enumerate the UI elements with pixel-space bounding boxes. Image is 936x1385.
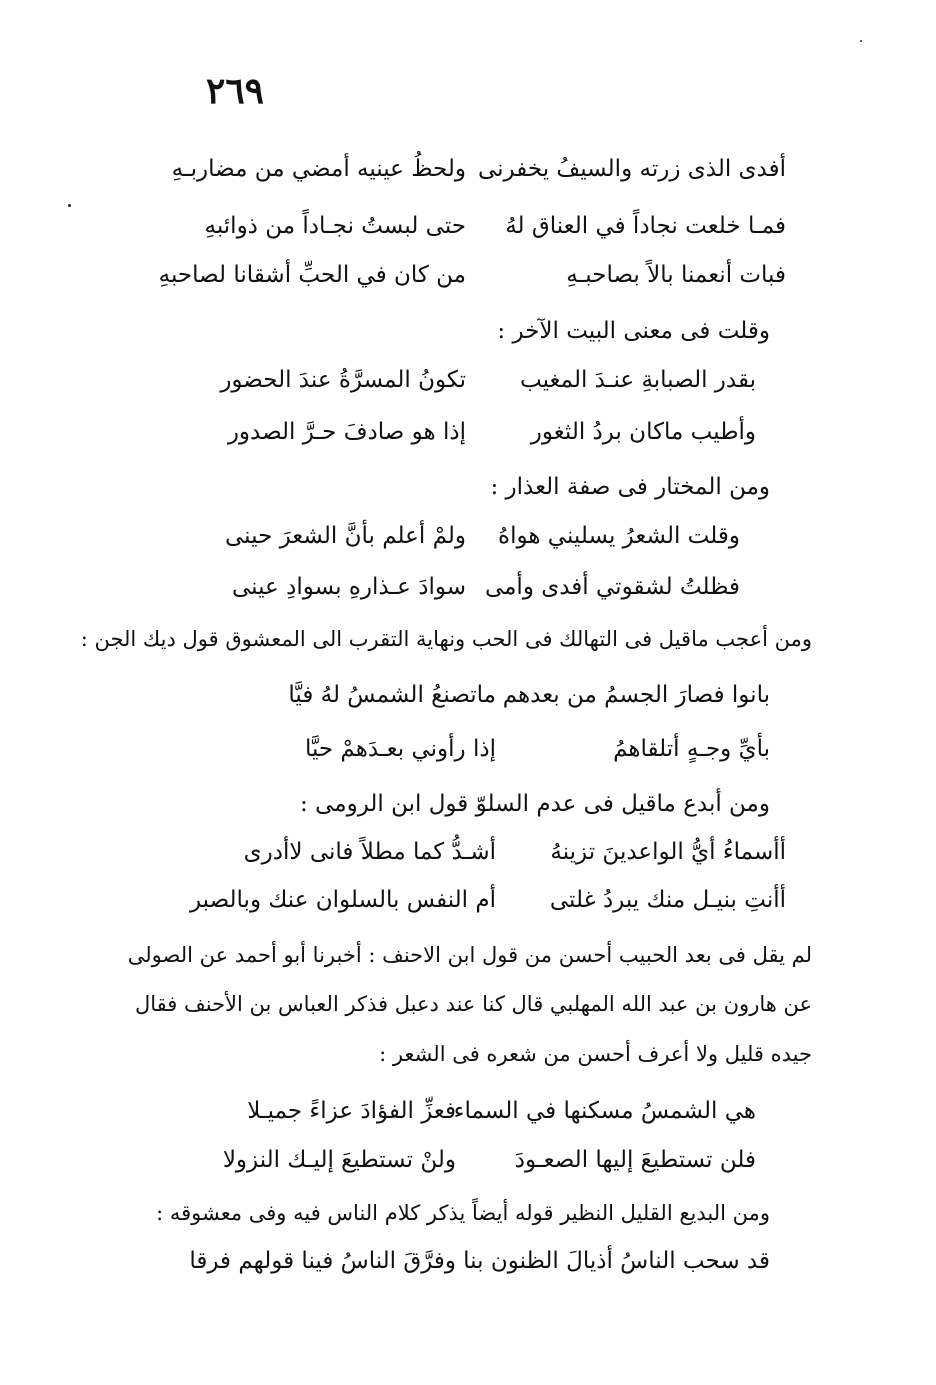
verse-right: فظلتُ لشقوتي أفدى وأمى [484,574,740,600]
prose-line: عن هارون بن عبد الله المهلبي قال كنا عند دعبل فذكر العباس بن الأحنف فقال [135,992,812,1016]
verse-right: أأسماءُ أيُّ الواعدينَ تزينهُ [550,839,786,865]
verse-right: قد سحب الناسُ أذيالَ الظنون بنا [463,1248,770,1274]
section-intro: وقلت فى معنى البيت الآخر : [497,318,770,344]
verse-left: وفرَّقَ الناسُ فينا قولهم فرقا [189,1248,456,1274]
verse-right: وأطيب ماكان بردُ الثغور [530,419,756,445]
page-number: ٢٦٩ [206,70,265,112]
verse-right: فلن تستطيعَ إليها الصعـودَ [514,1147,756,1173]
section-intro: ومن أبدع ماقيل فى عدم السلوّ قول ابن الرومى : [300,791,770,817]
prose-line: لم يقل فى بعد الحبيب أحسن من قول ابن الاحنف : أخبرنا أبو أحمد عن الصولى [127,943,812,967]
verse-right: بأيِّ وجـهٍ أتلقاهمُ [613,736,770,762]
verse-left: من كان في الحبِّ أشقانا لصاحبهِ [158,262,466,288]
verse-left: حتى لبستُ نجـاداً من ذوائبهِ [204,213,466,239]
verse-right: بانوا فصارَ الجسمُ من بعدهم [502,682,770,708]
prose-line: جيده قليل ولا أعرف أحسن من شعره فى الشعر : [379,1042,812,1066]
verse-right: أفدى الذى زرته والسيفُ يخفرنى [477,156,786,182]
section-intro: ومن المختار فى صفة العذار : [490,474,770,500]
verse-left: ولحظُ عينيه أمضي من مضاربـهِ [171,156,466,182]
verse-right: بقدر الصبابةِ عنـدَ المغيب [520,367,756,393]
section-intro: ومن البديع القليل النظير قوله أيضاً يذكر كلام الناس فيه وفى معشوقه : [156,1201,770,1225]
section-intro: ومن أعجب ماقيل فى التهالك فى الحب ونهاية التقرب الى المعشوق قول ديك الجن : [80,627,812,651]
verse-right: أأنتِ بنيـل منك يبردُ غلتى [549,887,786,913]
verse-left: ماتصنعُ الشمسُ لهُ فيَّا [288,682,496,708]
verse-left: سوادَ عـذارهِ بسوادِ عينى [231,574,466,600]
verse-left: إذا رأوني بعـدَهمْ حيَّا [304,736,496,762]
verse-left: ولنْ تستطيعَ إليـك النزولا [222,1147,456,1173]
verse-left: أم النفس بالسلوان عنك وبالصبر [189,887,496,913]
verse-left: تكونُ المسرَّةُ عندَ الحضور [220,367,466,393]
speck [860,40,862,42]
verse-left: فعزِّ الفؤادَ عزاءً جميـلا [247,1098,456,1124]
verse-left: أشـدُّ كما مطلاً فانى لاأدرى [243,839,496,865]
verse-right: هي الشمسُ مسكنها في السماء [453,1098,756,1124]
verse-right: فمـا خلعت نجاداً في العناق لهُ [505,213,786,239]
verse-right: فبات أنعمنا بالاً بصاحبـهِ [566,262,786,288]
speck [68,204,71,207]
verse-right: وقلت الشعرُ يسليني هواهُ [498,523,740,549]
verse-left: ولمْ أعلم بأنَّ الشعرَ حينى [225,523,466,549]
verse-left: إذا هو صادفَ حـرَّ الصدور [227,419,466,445]
